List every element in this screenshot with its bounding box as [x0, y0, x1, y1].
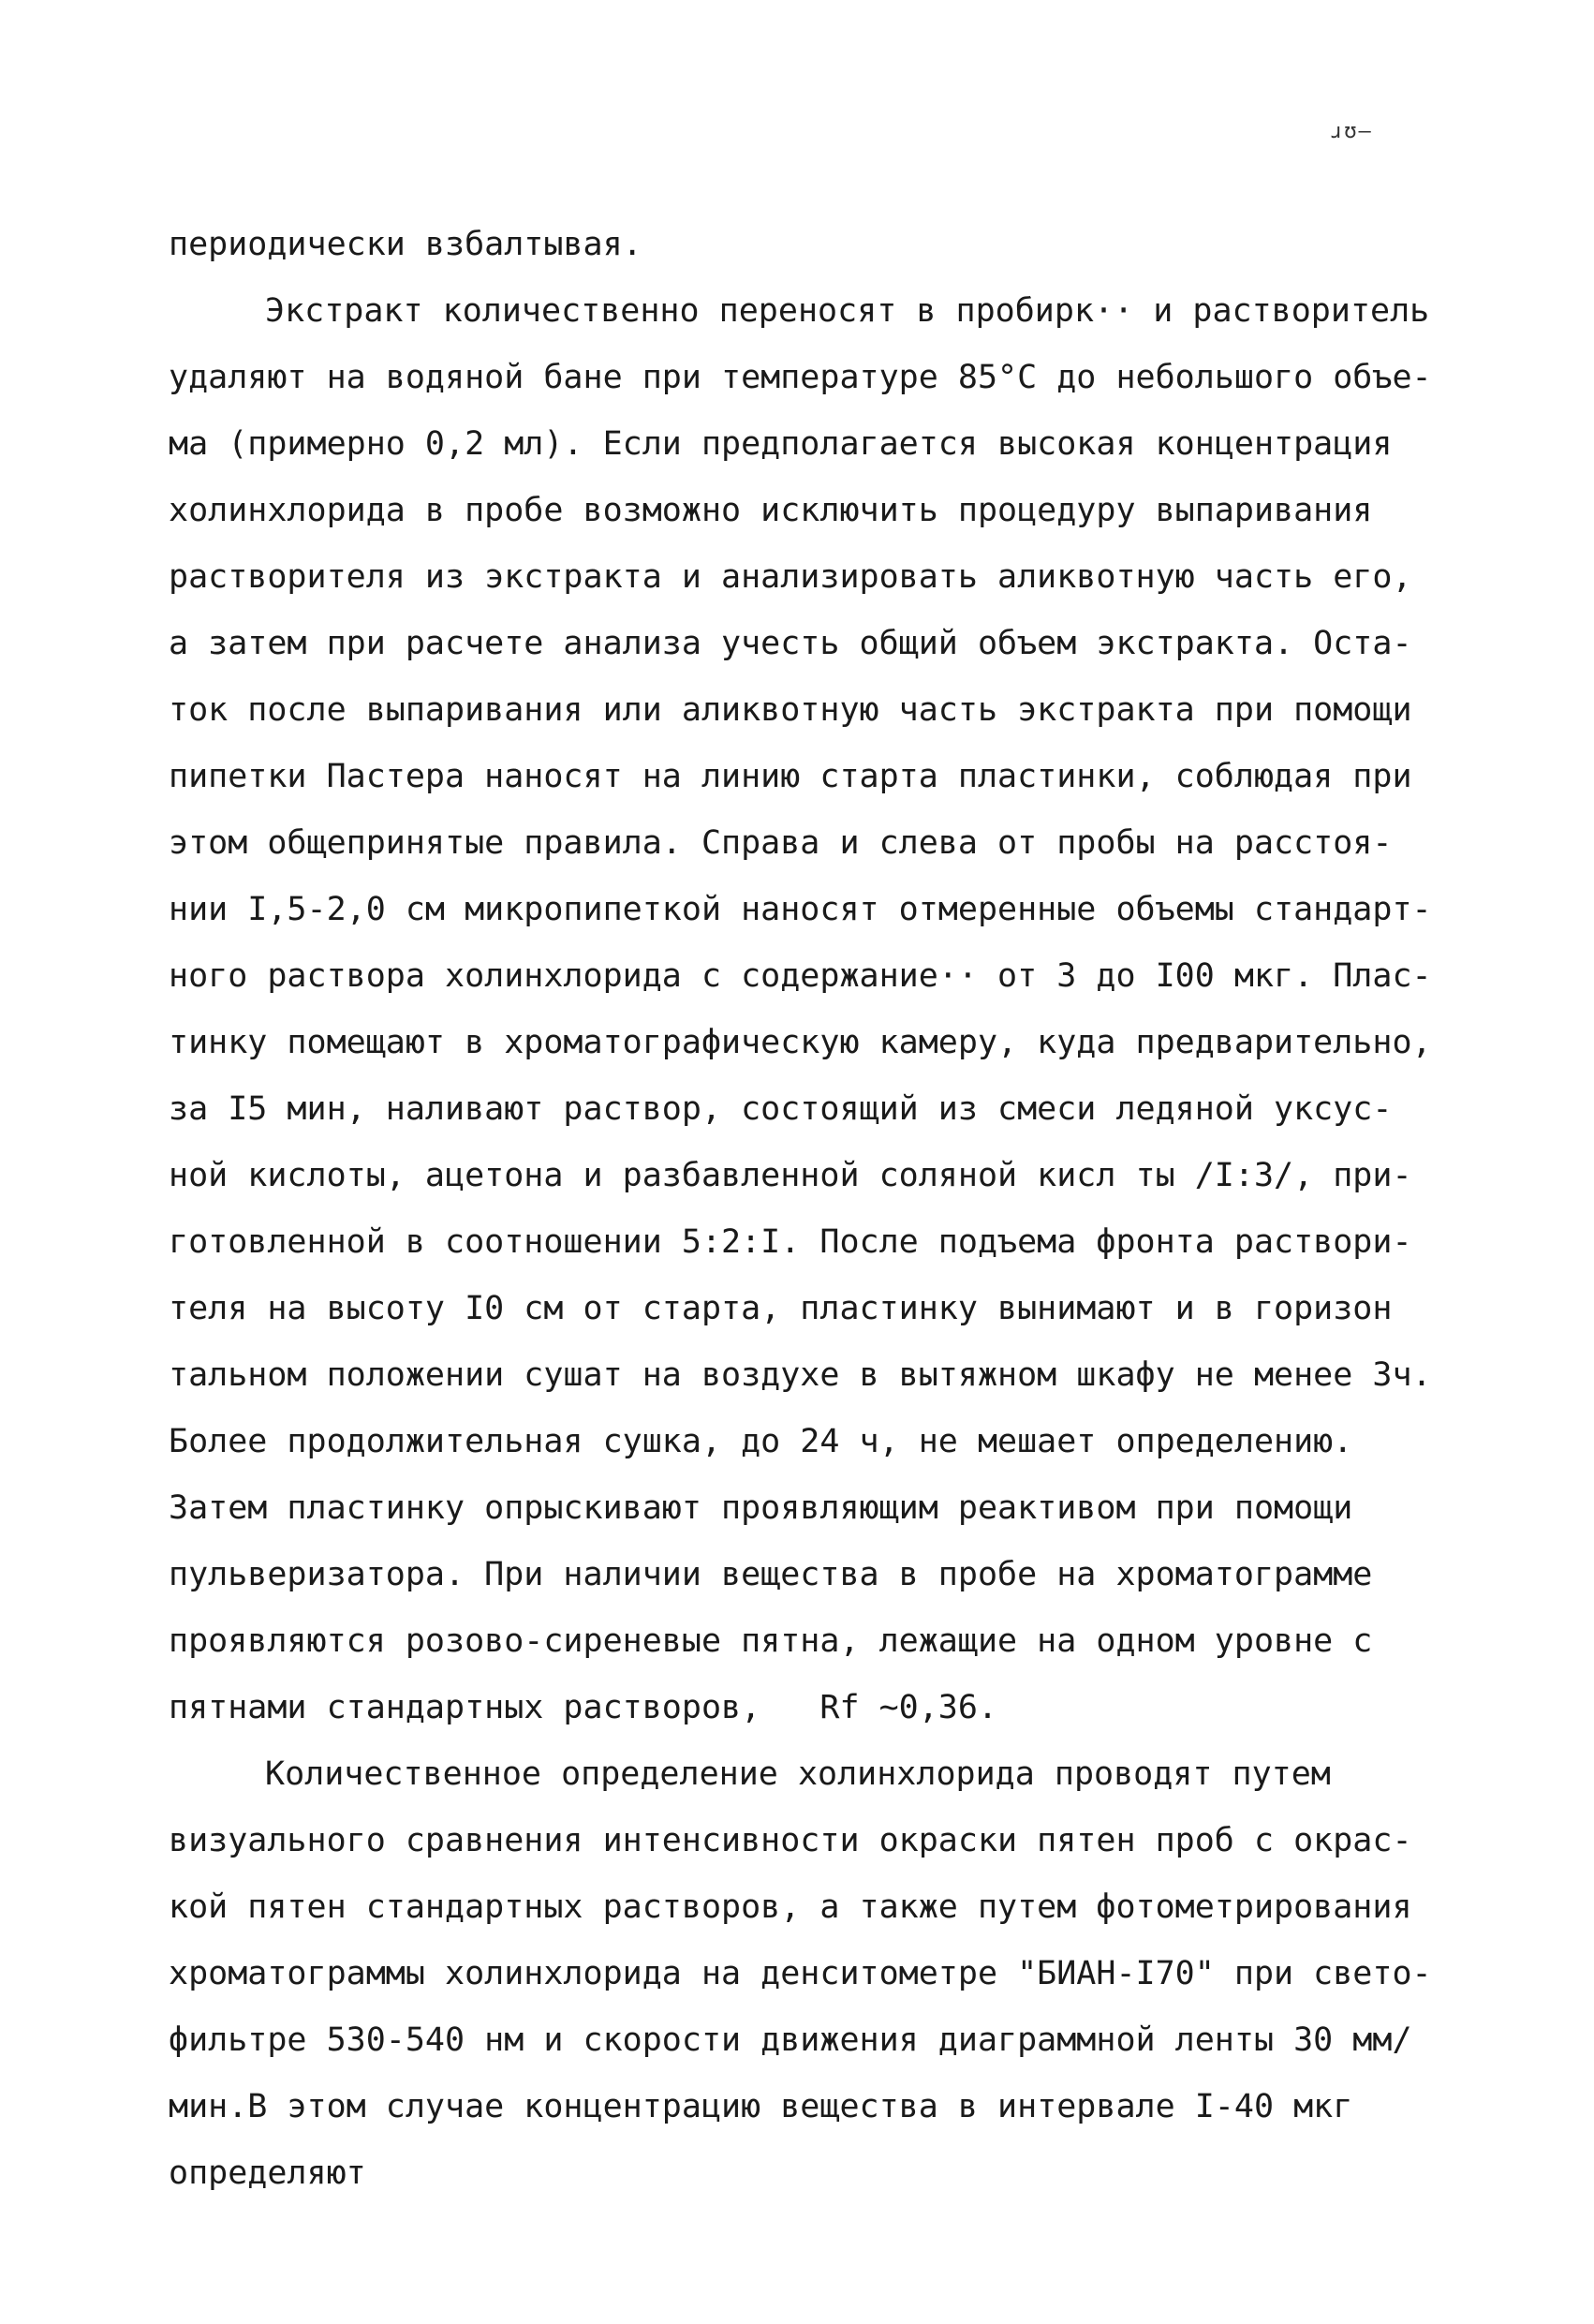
text-line: готовленной в соотношении 5:2:I. После подъема фронта раствори- — [169, 1223, 1412, 1261]
text-line: определяют — [169, 2154, 366, 2192]
text-line: холинхлорида в пробе возможно исключить процедуру выпаривания — [169, 492, 1373, 529]
text-line: пятнами стандартных растворов, Rf ~0,36. — [169, 1689, 998, 1726]
page-number: ɹʊ– — [1330, 120, 1373, 143]
text-line: пульверизатора. При наличии вещества в пробе на хроматограмме — [169, 1556, 1373, 1593]
text-line: удаляют на водяной бане при температуре 85°С до небольшого объе- — [169, 359, 1432, 396]
text-line: Экстракт количественно переносят в пробирк·· и растворитель — [265, 292, 1430, 330]
text-line: теля на высоту I0 см от старта, пластинку вынимают и в горизон — [169, 1290, 1393, 1327]
text-line: периодически взбалтывая. — [169, 226, 642, 263]
text-line: Более продолжительная сушка, до 24 ч, не мешает определению. — [169, 1423, 1353, 1460]
text-line: а затем при расчете анализа учесть общий объем экстракта. Оста- — [169, 625, 1412, 662]
text-line: Количественное определение холинхлорида проводят путем — [265, 1755, 1331, 1793]
text-line: фильтре 530-540 нм и скорости движения диаграммной ленты 30 мм/ — [169, 2021, 1412, 2059]
text-line: ток после выпаривания или аликвотную часть экстракта при помощи — [169, 691, 1412, 729]
text-line: нии I,5-2,0 см микропипеткой наносят отмеренные объемы стандарт- — [169, 891, 1432, 928]
document-body — [169, 212, 1442, 2207]
text-line: кой пятен стандартных растворов, а также путем фотометрирования — [169, 1888, 1412, 1926]
text-line: визуального сравнения интенсивности окраски пятен проб с окрас- — [169, 1822, 1412, 1859]
text-line: за I5 мин, наливают раствор, состоящий из смеси ледяной уксус- — [169, 1090, 1393, 1128]
text-line: пипетки Пастера наносят на линию старта пластинки, соблюдая при — [169, 758, 1412, 795]
text-line: хроматограммы холинхлорида на денситометре "БИАН-I70" при свето- — [169, 1955, 1432, 1992]
text-line: ной кислоты, ацетона и разбавленной соляной кисл ты /I:3/, при- — [169, 1157, 1412, 1194]
text-line: ма (примерно 0,2 мл). Если предполагается высокая концентрация — [169, 425, 1393, 463]
text-line: ного раствора холинхлорида с содержание·· от 3 до I00 мкг. Плас- — [169, 957, 1432, 995]
text-line: проявляются розово-сиреневые пятна, лежащие на одном уровне с — [169, 1622, 1373, 1660]
text-line: тальном положении сушат на воздухе в вытяжном шкафу не менее 3ч. — [169, 1356, 1432, 1394]
text-line: тинку помещают в хроматографическую камеру, куда предварительно, — [169, 1024, 1432, 1061]
text-line: Затем пластинку опрыскивают проявляющим реактивом при помощи — [169, 1489, 1353, 1527]
text-line: этом общепринятые правила. Справа и слева от пробы на расстоя- — [169, 824, 1393, 862]
text-line: растворителя из экстракта и анализировать аликвотную часть его, — [169, 558, 1412, 596]
text-line: мин.В этом случае концентрацию вещества в интервале I-40 мкг — [169, 2088, 1353, 2125]
